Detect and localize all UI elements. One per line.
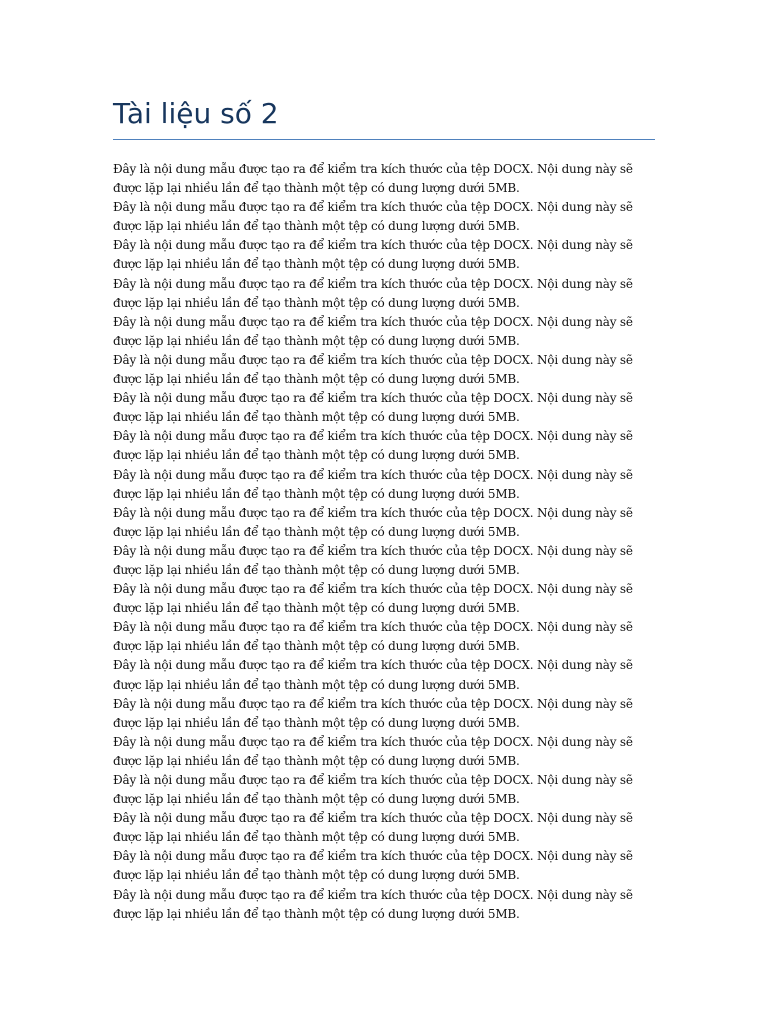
paragraph-line: được lặp lại nhiều lần để tạo thành một tệp có dung lượng dưới 5MB.	[113, 295, 520, 310]
paragraph-line: Đây là nội dung mẫu được tạo ra để kiểm tra kích thước của tệp DOCX. Nội dung này sẽ	[113, 773, 633, 787]
paragraph-line: Đây là nội dung mẫu được tạo ra để kiểm tra kích thước của tệp DOCX. Nội dung này sẽ	[113, 238, 633, 253]
paragraph-line: Đây là nội dung mẫu được tạo ra để kiểm tra kích thước của tệp DOCX. Nội dung này sẽ	[113, 467, 633, 482]
paragraph-line: Đây là nội dung mẫu được tạo ra để kiểm tra kích thước của tệp DOCX. Nội dung này sẽ	[113, 849, 633, 864]
paragraph-line: Đây là nội dung mẫu được tạo ra để kiểm tra kích thước của tệp DOCX. Nội dung này sẽ	[113, 543, 633, 558]
paragraph-line: Đây là nội dung mẫu được tạo ra để kiểm tra kích thước của tệp DOCX. Nội dung này sẽ	[113, 658, 633, 673]
paragraph	[113, 275, 653, 313]
paragraph-line: Đây là nội dung mẫu được tạo ra để kiểm tra kích thước của tệp DOCX. Nội dung này sẽ	[113, 811, 633, 826]
paragraph	[113, 504, 653, 542]
paragraph-line: Đây là nội dung mẫu được tạo ra để kiểm tra kích thước của tệp DOCX. Nội dung này sẽ	[113, 505, 633, 520]
paragraph-line: Đây là nội dung mẫu được tạo ra để kiểm tra kích thước của tệp DOCX. Nội dung này sẽ	[113, 276, 633, 291]
paragraph-line: Đây là nội dung mẫu được tạo ra để kiểm tra kích thước của tệp DOCX. Nội dung này sẽ	[113, 582, 633, 597]
paragraph-line: được lặp lại nhiều lần để tạo thành một tệp có dung lượng dưới 5MB.	[113, 562, 520, 577]
document-title: Tài liệu số 2	[113, 97, 279, 130]
paragraph-line: được lặp lại nhiều lần để tạo thành một tệp có dung lượng dưới 5MB.	[113, 181, 520, 196]
paragraph-line: được lặp lại nhiều lần để tạo thành một tệp có dung lượng dưới 5MB.	[113, 601, 520, 616]
paragraph-line: Đây là nội dung mẫu được tạo ra để kiểm tra kích thước của tệp DOCX. Nội dung này sẽ	[113, 162, 633, 176]
paragraph-line: Đây là nội dung mẫu được tạo ra để kiểm tra kích thước của tệp DOCX. Nội dung này sẽ	[113, 391, 633, 406]
paragraph	[113, 198, 653, 236]
paragraph-line: được lặp lại nhiều lần để tạo thành một tệp có dung lượng dưới 5MB.	[113, 715, 520, 730]
paragraph	[113, 618, 653, 656]
paragraph-line: Đây là nội dung mẫu được tạo ra để kiểm tra kích thước của tệp DOCX. Nội dung này sẽ	[113, 200, 633, 215]
paragraph-line: Đây là nội dung mẫu được tạo ra để kiểm tra kích thước của tệp DOCX. Nội dung này sẽ	[113, 734, 633, 749]
paragraph-line: được lặp lại nhiều lần để tạo thành một tệp có dung lượng dưới 5MB.	[113, 753, 520, 768]
paragraph-line: được lặp lại nhiều lần để tạo thành một tệp có dung lượng dưới 5MB.	[113, 410, 520, 425]
document-body	[113, 160, 653, 924]
paragraph-line: được lặp lại nhiều lần để tạo thành một tệp có dung lượng dưới 5MB.	[113, 372, 520, 387]
paragraph-line: được lặp lại nhiều lần để tạo thành một tệp có dung lượng dưới 5MB.	[113, 906, 520, 921]
paragraph	[113, 466, 653, 504]
paragraph	[113, 427, 653, 465]
paragraph	[113, 809, 653, 847]
paragraph-line: được lặp lại nhiều lần để tạo thành một tệp có dung lượng dưới 5MB.	[113, 486, 520, 501]
paragraph-line: được lặp lại nhiều lần để tạo thành một tệp có dung lượng dưới 5MB.	[113, 333, 520, 348]
paragraph-line: Đây là nội dung mẫu được tạo ra để kiểm tra kích thước của tệp DOCX. Nội dung này sẽ	[113, 352, 633, 367]
paragraph	[113, 847, 653, 885]
paragraph	[113, 771, 653, 809]
paragraph-line: được lặp lại nhiều lần để tạo thành một tệp có dung lượng dưới 5MB.	[113, 219, 520, 234]
paragraph-line: được lặp lại nhiều lần để tạo thành một tệp có dung lượng dưới 5MB.	[113, 524, 520, 539]
paragraph	[113, 313, 653, 351]
title-divider	[113, 139, 655, 140]
paragraph-line: Đây là nội dung mẫu được tạo ra để kiểm tra kích thước của tệp DOCX. Nội dung này sẽ	[113, 314, 633, 329]
paragraph-line: Đây là nội dung mẫu được tạo ra để kiểm tra kích thước của tệp DOCX. Nội dung này sẽ	[113, 429, 633, 444]
paragraph	[113, 351, 653, 389]
paragraph-line: được lặp lại nhiều lần để tạo thành một tệp có dung lượng dưới 5MB.	[113, 792, 520, 807]
paragraph-line: được lặp lại nhiều lần để tạo thành một tệp có dung lượng dưới 5MB.	[113, 830, 520, 845]
paragraph-line: được lặp lại nhiều lần để tạo thành một tệp có dung lượng dưới 5MB.	[113, 868, 520, 883]
paragraph-line: được lặp lại nhiều lần để tạo thành một tệp có dung lượng dưới 5MB.	[113, 677, 520, 692]
paragraph-line: được lặp lại nhiều lần để tạo thành một tệp có dung lượng dưới 5MB.	[113, 257, 520, 272]
paragraph	[113, 733, 653, 771]
paragraph	[113, 542, 653, 580]
paragraph	[113, 160, 653, 198]
paragraph	[113, 389, 653, 427]
paragraph-line: Đây là nội dung mẫu được tạo ra để kiểm tra kích thước của tệp DOCX. Nội dung này sẽ	[113, 620, 633, 635]
paragraph	[113, 656, 653, 694]
paragraph	[113, 580, 653, 618]
paragraph-line: Đây là nội dung mẫu được tạo ra để kiểm tra kích thước của tệp DOCX. Nội dung này sẽ	[113, 696, 633, 711]
paragraph-line: được lặp lại nhiều lần để tạo thành một tệp có dung lượng dưới 5MB.	[113, 448, 520, 463]
paragraph	[113, 886, 653, 924]
paragraph	[113, 695, 653, 733]
paragraph-line: Đây là nội dung mẫu được tạo ra để kiểm tra kích thước của tệp DOCX. Nội dung này sẽ	[113, 887, 633, 902]
paragraph-line: được lặp lại nhiều lần để tạo thành một tệp có dung lượng dưới 5MB.	[113, 639, 520, 654]
paragraph	[113, 236, 653, 274]
